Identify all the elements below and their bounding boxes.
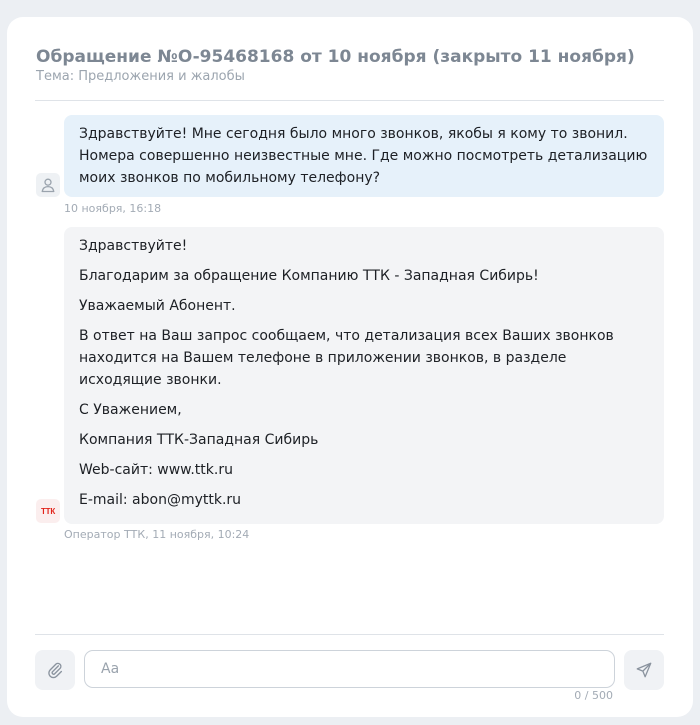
operator-message-paragraph: Уважаемый Абонент. (79, 298, 236, 314)
ticket-card (7, 17, 693, 717)
user-message-timestamp: 10 ноября, 16:18 (64, 202, 162, 215)
ttk-logo: ТТК (40, 506, 56, 516)
operator-message-paragraph: Web-сайт: www.ttk.ru (79, 462, 233, 478)
message-input-box[interactable] (84, 650, 615, 688)
user-message-line: моих звонков по мобильному телефону? (79, 170, 381, 186)
operator-avatar (36, 499, 60, 523)
paperclip-icon (46, 661, 64, 679)
attach-button[interactable] (35, 650, 75, 690)
composer-divider (35, 634, 664, 635)
ticket-title: Обращение №O-95468168 от 10 ноября (закрыто 11 ноября) (36, 47, 635, 67)
send-button[interactable] (624, 650, 664, 690)
user-icon (40, 177, 56, 193)
send-icon (635, 661, 653, 679)
operator-message-paragraph: E-mail: abon@myttk.ru (79, 492, 242, 508)
user-avatar (36, 173, 60, 197)
user-message-line: Здравствуйте! Мне сегодня было много звонков, якобы я кому то звонил. (79, 126, 628, 142)
operator-message-paragraph: С Уважением, (79, 402, 182, 418)
operator-message-paragraph: Здравствуйте! (79, 238, 188, 254)
message-input[interactable] (85, 651, 614, 687)
character-counter: 0 / 500 (574, 689, 613, 702)
operator-message-paragraph: Компания ТТК-Западная Сибирь (79, 432, 319, 448)
operator-message-timestamp: Оператор ТТК, 11 ноября, 10:24 (64, 528, 250, 541)
operator-message-bubble (64, 227, 664, 524)
operator-message-paragraph: В ответ на Ваш запрос сообщаем, что детализация всех Ваших звонков находится на Вашем телефоне в приложении звонков, в разделе исходящие звонки. (79, 328, 614, 388)
ticket-topic: Тема: Предложения и жалобы (36, 69, 245, 84)
header-divider (35, 100, 664, 101)
operator-message-paragraph: Благодарим за обращение Компанию ТТК - Западная Сибирь! (79, 268, 539, 284)
user-message-bubble (64, 115, 664, 197)
user-message-line: Номера совершенно неизвестные мне. Где можно посмотреть детализацию (79, 148, 648, 164)
